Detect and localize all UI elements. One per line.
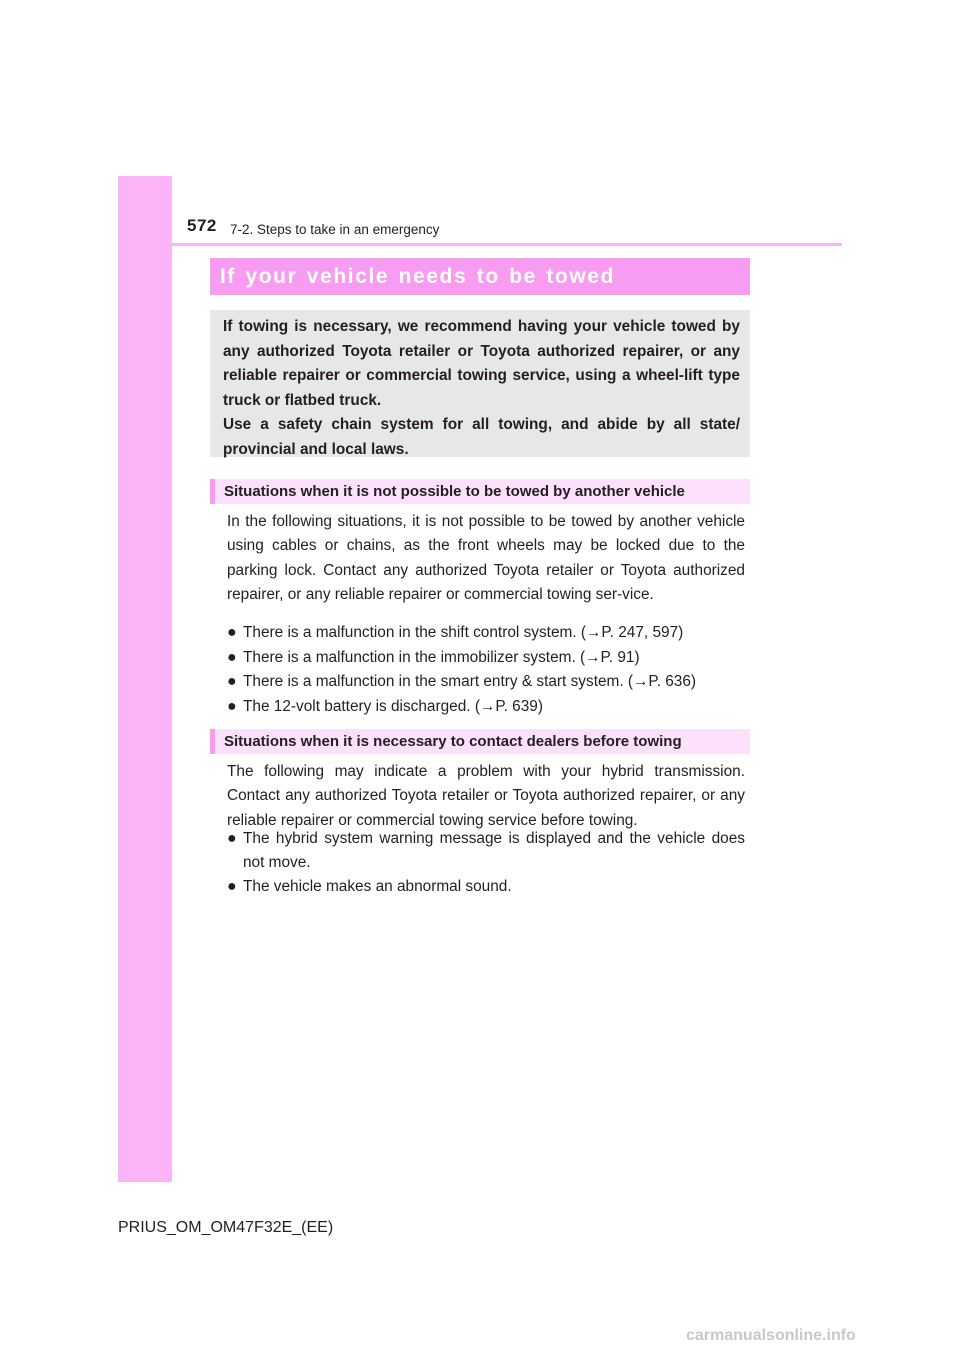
bullet-list xyxy=(227,827,745,900)
list-item xyxy=(227,695,745,719)
list-item-text: The 12-volt battery is discharged. (→P. 639) xyxy=(243,697,543,715)
page-title: If your vehicle needs to be towed xyxy=(220,265,616,288)
subheading-not-possible-to-tow xyxy=(210,479,750,504)
section-paragraph: The following may indicate a problem with your hybrid transmission. Contact any authorized Toyota retailer or Toyota authorized repairer, or any reliable repairer or commercial towing service before towing. xyxy=(227,763,745,829)
subheading-text: Situations when it is necessary to contact dealers before towing xyxy=(224,733,682,750)
intro-text-1: If towing is necessary, we recommend having your vehicle towed by any authorized Toyota retailer or Toyota authorized repairer, or any reliable repairer or commercial towing service, using a wheel-lift type truck or flatbed truck. xyxy=(223,318,740,409)
section-paragraph: In the following situations, it is not possible to be towed by another vehicle using cables or chains, as the front wheels may be locked due to the parking lock. Contact any authorized Toyota retailer or Toyota authorized repairer, or any reliable repairer or commercial towing ser-vice. xyxy=(227,513,745,603)
bullet-icon: ● xyxy=(227,697,237,715)
bullet-icon: ● xyxy=(227,673,237,690)
list-item xyxy=(227,646,745,670)
watermark: carmanualsonline.info xyxy=(686,1327,856,1344)
page-title-bar xyxy=(210,258,750,295)
list-item xyxy=(227,670,745,694)
intro-text-2: Use a safety chain system for all towing, and abide by all state/ provincial and local laws. xyxy=(223,416,740,458)
header-divider xyxy=(172,243,842,246)
bullet-icon: ● xyxy=(227,624,237,641)
chapter-side-tab xyxy=(118,176,172,1182)
subheading-text: Situations when it is not possible to be towed by another vehicle xyxy=(224,483,685,500)
page-number: 572 xyxy=(187,216,217,235)
bullet-list xyxy=(227,621,745,719)
bullet-icon: ● xyxy=(227,878,237,895)
bullet-icon: ● xyxy=(227,648,237,666)
bullet-icon: ● xyxy=(227,830,237,847)
list-item xyxy=(227,621,745,645)
list-item-text: There is a malfunction in the shift control system. (→P. 247, 597) xyxy=(243,624,684,641)
section-path: 7-2. Steps to take in an emergency xyxy=(230,222,440,237)
list-item xyxy=(227,827,745,874)
list-item-text: The vehicle makes an abnormal sound. xyxy=(243,878,512,895)
list-item-text: There is a malfunction in the smart entry & start system. (→P. 636) xyxy=(243,673,697,690)
list-item xyxy=(227,875,745,899)
subheading-contact-dealers xyxy=(210,729,750,754)
list-item-text: The hybrid system warning message is displayed and the vehicle does not move. xyxy=(243,830,745,871)
intro-box xyxy=(210,310,750,457)
document-id: PRIUS_OM_OM47F32E_(EE) xyxy=(118,1219,334,1236)
list-item-text: There is a malfunction in the immobilizer system. (→P. 91) xyxy=(243,648,640,666)
